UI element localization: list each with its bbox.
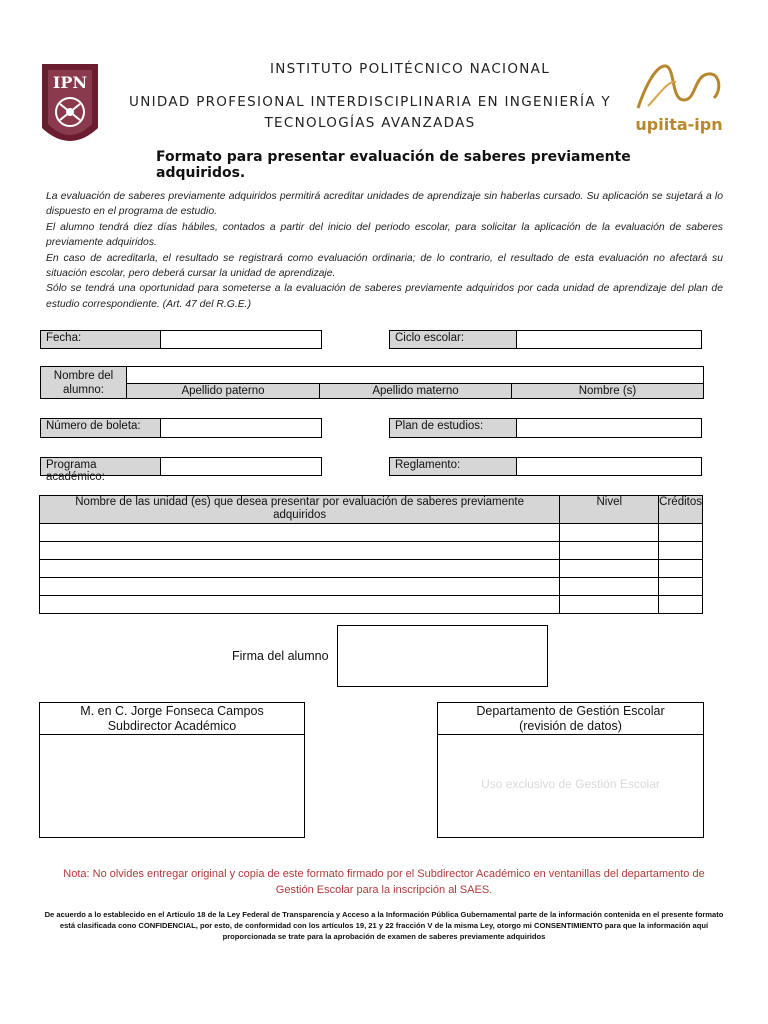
fecha-field[interactable] bbox=[160, 330, 322, 349]
boleta-label: Número de boleta: bbox=[40, 418, 161, 438]
gestion-escolar-watermark: Uso exclusivo de Gestión Escolar bbox=[481, 777, 660, 791]
unit-name-line1: UNIDAD PROFESIONAL INTERDISCIPLINARIA EN INGENIERÍA Y bbox=[129, 94, 611, 110]
fecha-label: Fecha: bbox=[40, 330, 161, 349]
ciclo-escolar-field[interactable] bbox=[516, 330, 702, 349]
firma-alumno-label: Firma del alumno bbox=[232, 649, 329, 663]
table-row[interactable] bbox=[40, 542, 703, 560]
units-col-nivel-header: Nivel bbox=[560, 496, 659, 524]
units-table bbox=[39, 495, 703, 614]
nombres-label: Nombre (s) bbox=[511, 383, 704, 399]
instructions bbox=[46, 189, 723, 312]
ipn-logo bbox=[34, 58, 106, 156]
subdirector-role: Subdirector Académico bbox=[107, 719, 237, 733]
reglamento-field[interactable] bbox=[516, 457, 702, 476]
reglamento-label: Reglamento: bbox=[389, 457, 517, 476]
table-row[interactable] bbox=[40, 524, 703, 542]
gestion-escolar-box[interactable] bbox=[437, 702, 704, 838]
programa-academico-field[interactable] bbox=[160, 457, 322, 476]
delivery-note: Nota: No olvides entregar original y copia de este formato firmado por el Subdirector Académico en ventanillas del departamento de Gestión Escolar para la inscripción al SAES. bbox=[63, 868, 705, 896]
table-row[interactable] bbox=[40, 578, 703, 596]
instructions-p4: Sólo se tendrá una oportunidad para someterse a la evaluación de saberes previamente adquiridos por cada unidad de aprendizaje del plan de estudio correspondiente. (Art. 47 del R.G.E.) bbox=[46, 283, 723, 310]
plan-estudios-field[interactable] bbox=[516, 418, 702, 438]
nombre-alumno-label-line2: alumno: bbox=[63, 384, 104, 396]
form-title: Formato para presentar evaluación de saberes previamente adquiridos. bbox=[156, 149, 631, 181]
svg-text:IPN: IPN bbox=[52, 73, 88, 92]
apellido-paterno-label: Apellido paterno bbox=[126, 383, 320, 399]
instructions-p1: La evaluación de saberes previamente adquiridos permitirá acreditar unidades de aprendizaje sin haberlas cursado. Su aplicación se sujetará a lo dispuesto en el programa de estudio. bbox=[46, 191, 723, 218]
institution-name: INSTITUTO POLITÉCNICO NACIONAL bbox=[269, 61, 551, 77]
programa-academico-label: Programa académico: bbox=[40, 457, 161, 476]
plan-estudios-label: Plan de estudios: bbox=[389, 418, 517, 438]
unit-name-line2: TECNOLOGÍAS AVANZADAS bbox=[264, 115, 476, 131]
apellido-materno-label: Apellido materno bbox=[319, 383, 512, 399]
nombre-alumno-label-line1: Nombre del bbox=[53, 370, 114, 382]
units-col-name-header: Nombre de las unidad (es) que desea presentar por evaluación de saberes previamente adquiridos bbox=[40, 496, 560, 524]
instructions-p2: El alumno tendrá diez días hábiles, contados a partir del inicio del periodo escolar, para solicitar la aplicación de la evaluación de saberes previamente adquiridos. bbox=[46, 221, 723, 249]
ciclo-escolar-label: Ciclo escolar: bbox=[389, 330, 517, 349]
table-row[interactable] bbox=[40, 560, 703, 578]
units-col-creditos-header: Créditos bbox=[659, 496, 703, 524]
nombre-alumno-label bbox=[40, 366, 127, 399]
table-row[interactable] bbox=[40, 596, 703, 614]
boleta-field[interactable] bbox=[160, 418, 322, 438]
units-table-header bbox=[40, 496, 703, 524]
legal-disclaimer: De acuerdo a lo establecido en el Artículo 18 de la Ley Federal de Transparencia y Acceso a la Información Pública Gubernamental parte de la información contenida en el presente formato está clasificada cono CONFIDENCIAL, por esto, de conformidad con los artículos 19, 21 y 22 fracción V de la misma Ley, otorgo mi CONSENTIMIENTO para que la información aquí proporcionada se trate para la aprobación de examen de saberes previamente adquiridos bbox=[44, 910, 724, 941]
instructions-p3: En caso de acreditarla, el resultado se registrará como evaluación ordinaria; de lo contrario, el resultado de esta evaluación no afectará su situación escolar, pero deberá cursar la unidad de aprendizaje. bbox=[46, 252, 723, 280]
gestion-escolar-name: Departamento de Gestión Escolar bbox=[476, 704, 665, 718]
upiita-logo-text: upiita-ipn bbox=[635, 115, 723, 134]
subdirector-box[interactable] bbox=[39, 702, 305, 838]
nombre-alumno-field[interactable] bbox=[126, 366, 704, 384]
gestion-escolar-role: (revisión de datos) bbox=[519, 719, 622, 733]
subdirector-name: M. en C. Jorge Fonseca Campos bbox=[80, 704, 264, 718]
firma-alumno-box[interactable] bbox=[337, 625, 548, 687]
